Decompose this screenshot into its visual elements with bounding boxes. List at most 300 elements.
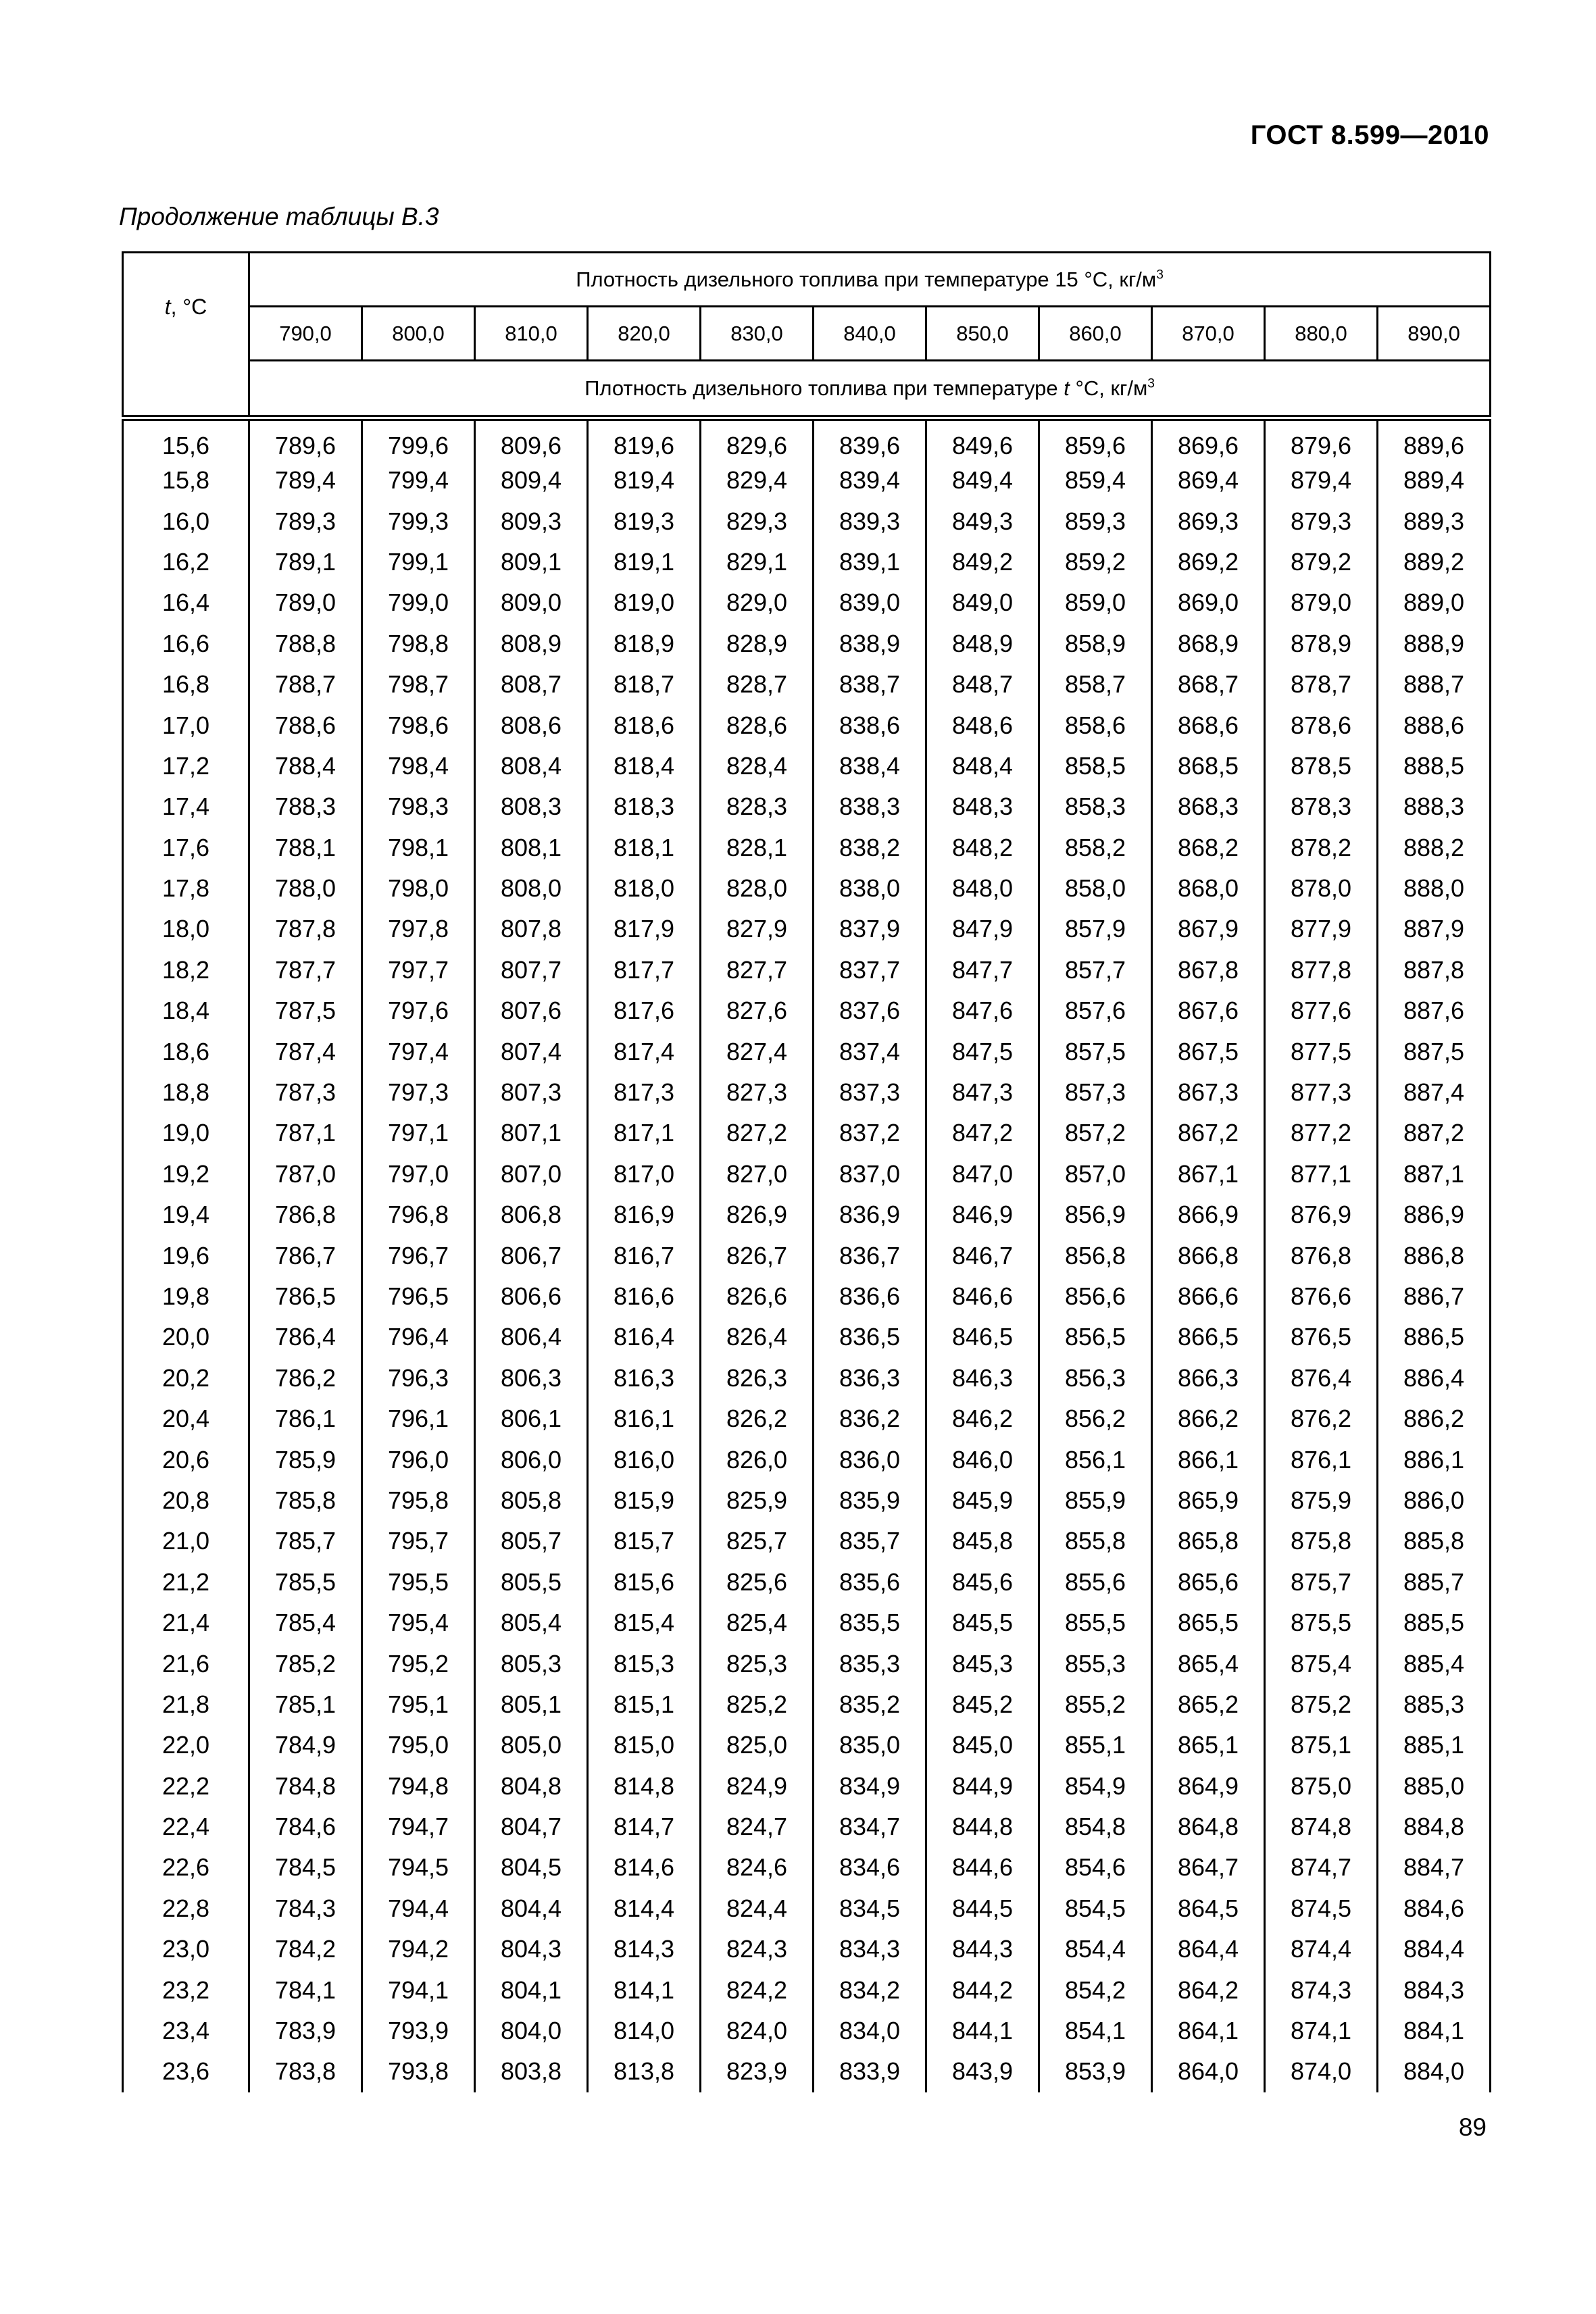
density-cell: 814,0 <box>588 2011 701 2051</box>
density-cell: 816,6 <box>588 1276 701 1317</box>
density-cell: 798,0 <box>362 868 475 909</box>
density-cell: 878,9 <box>1265 624 1378 664</box>
density-cell: 864,1 <box>1152 2011 1265 2051</box>
density-cell: 825,7 <box>701 1521 814 1561</box>
density-cell: 849,6 <box>926 418 1039 461</box>
density-cell: 857,9 <box>1039 909 1152 949</box>
density-cell: 886,7 <box>1378 1276 1491 1317</box>
density-cell: 887,1 <box>1378 1154 1491 1194</box>
density-cell: 887,9 <box>1378 909 1491 949</box>
density-cell: 887,6 <box>1378 990 1491 1031</box>
temperature-column-header-pad <box>123 361 249 418</box>
density-cell: 818,1 <box>588 828 701 868</box>
density-cell: 784,1 <box>249 1969 362 2010</box>
density-cell: 805,5 <box>475 1562 588 1603</box>
density-cell: 853,9 <box>1039 2051 1152 2092</box>
density-cell: 839,3 <box>814 501 926 541</box>
density-cell: 886,0 <box>1378 1480 1491 1521</box>
density-cell: 824,3 <box>701 1929 814 1969</box>
density-cell: 869,2 <box>1152 542 1265 582</box>
density-cell: 886,5 <box>1378 1317 1491 1357</box>
table-row <box>123 1969 1491 2010</box>
temperature-cell: 18,4 <box>123 990 249 1031</box>
density-cell: 859,2 <box>1039 542 1152 582</box>
density-cell: 855,9 <box>1039 1480 1152 1521</box>
density-cell: 817,6 <box>588 990 701 1031</box>
density-cell: 858,7 <box>1039 664 1152 705</box>
density-cell: 838,7 <box>814 664 926 705</box>
density-cell: 867,5 <box>1152 1031 1265 1072</box>
table-row <box>123 1031 1491 1072</box>
density-cell: 794,8 <box>362 1766 475 1807</box>
density-cell: 857,7 <box>1039 950 1152 990</box>
density-cell: 859,4 <box>1039 460 1152 501</box>
density-cell: 848,2 <box>926 828 1039 868</box>
table-row <box>123 909 1491 949</box>
density-cell: 854,1 <box>1039 2011 1152 2051</box>
density-cell: 786,8 <box>249 1194 362 1235</box>
density-cell: 885,8 <box>1378 1521 1491 1561</box>
density-cell: 786,1 <box>249 1399 362 1439</box>
density-cell: 848,6 <box>926 705 1039 745</box>
density-cell: 807,6 <box>475 990 588 1031</box>
density-cell: 846,5 <box>926 1317 1039 1357</box>
density-cell: 838,6 <box>814 705 926 745</box>
density-cell: 849,2 <box>926 542 1039 582</box>
density-cell: 838,2 <box>814 828 926 868</box>
temperature-cell: 16,4 <box>123 582 249 623</box>
density-cell: 804,1 <box>475 1969 588 2010</box>
density-cell: 888,3 <box>1378 786 1491 827</box>
density-cell: 866,8 <box>1152 1235 1265 1276</box>
temperature-cell: 23,0 <box>123 1929 249 1969</box>
density-cell: 789,6 <box>249 418 362 461</box>
density-cell: 889,0 <box>1378 582 1491 623</box>
density-cell: 805,1 <box>475 1684 588 1725</box>
density-cell: 825,6 <box>701 1562 814 1603</box>
density-cell: 845,8 <box>926 1521 1039 1561</box>
temperature-cell: 15,6 <box>123 418 249 461</box>
density-cell: 809,1 <box>475 542 588 582</box>
density-cell: 858,0 <box>1039 868 1152 909</box>
density-cell: 849,4 <box>926 460 1039 501</box>
density-cell: 885,7 <box>1378 1562 1491 1603</box>
density-cell: 886,8 <box>1378 1235 1491 1276</box>
density-cell: 815,0 <box>588 1725 701 1765</box>
density-cell: 878,7 <box>1265 664 1378 705</box>
density-cell: 879,4 <box>1265 460 1378 501</box>
density-cell: 856,1 <box>1039 1439 1152 1480</box>
density-cell: 804,4 <box>475 1888 588 1929</box>
temperature-cell: 19,4 <box>123 1194 249 1235</box>
density-column-header: 840,0 <box>814 307 926 361</box>
density-cell: 829,6 <box>701 418 814 461</box>
density-cell: 838,9 <box>814 624 926 664</box>
density-cell: 886,9 <box>1378 1194 1491 1235</box>
density-cell: 856,5 <box>1039 1317 1152 1357</box>
density-cell: 856,2 <box>1039 1399 1152 1439</box>
density-cell: 858,6 <box>1039 705 1152 745</box>
density-column-header: 880,0 <box>1265 307 1378 361</box>
density-cell: 849,3 <box>926 501 1039 541</box>
density-cell: 807,7 <box>475 950 588 990</box>
density-cell: 834,3 <box>814 1929 926 1969</box>
density-cell: 866,1 <box>1152 1439 1265 1480</box>
density-cell: 866,9 <box>1152 1194 1265 1235</box>
density-cell: 808,1 <box>475 828 588 868</box>
table-row <box>123 2011 1491 2051</box>
density-cell: 868,7 <box>1152 664 1265 705</box>
density-cell: 826,2 <box>701 1399 814 1439</box>
density-cell: 885,1 <box>1378 1725 1491 1765</box>
density-cell: 795,7 <box>362 1521 475 1561</box>
density-cell: 797,6 <box>362 990 475 1031</box>
table-row <box>123 1235 1491 1276</box>
density-cell: 817,7 <box>588 950 701 990</box>
density-cell: 786,7 <box>249 1235 362 1276</box>
density-cell: 788,7 <box>249 664 362 705</box>
table-body <box>123 418 1491 2092</box>
table-row <box>123 542 1491 582</box>
density-cell: 874,5 <box>1265 1888 1378 1929</box>
density-cell: 875,8 <box>1265 1521 1378 1561</box>
temperature-cell: 20,6 <box>123 1439 249 1480</box>
density-cell: 815,6 <box>588 1562 701 1603</box>
density-column-header: 890,0 <box>1378 307 1491 361</box>
density-cell: 787,3 <box>249 1072 362 1113</box>
density-cell: 858,5 <box>1039 746 1152 786</box>
density-cell: 875,0 <box>1265 1766 1378 1807</box>
density-cell: 785,1 <box>249 1684 362 1725</box>
density-cell: 797,4 <box>362 1031 475 1072</box>
density-cell: 835,5 <box>814 1603 926 1643</box>
table-row <box>123 1888 1491 1929</box>
density-cell: 877,1 <box>1265 1154 1378 1194</box>
density-cell: 876,5 <box>1265 1317 1378 1357</box>
density-cell: 868,6 <box>1152 705 1265 745</box>
density-cell: 785,4 <box>249 1603 362 1643</box>
density-column-header: 800,0 <box>362 307 475 361</box>
density-cell: 784,3 <box>249 1888 362 1929</box>
density-cell: 786,5 <box>249 1276 362 1317</box>
temperature-cell: 22,0 <box>123 1725 249 1765</box>
density-cell: 798,6 <box>362 705 475 745</box>
temperature-cell: 21,0 <box>123 1521 249 1561</box>
temperature-cell: 16,0 <box>123 501 249 541</box>
density-cell: 835,9 <box>814 1480 926 1521</box>
density-cell: 854,8 <box>1039 1807 1152 1847</box>
density-cell: 804,8 <box>475 1766 588 1807</box>
density-cell: 846,6 <box>926 1276 1039 1317</box>
density-cell: 868,5 <box>1152 746 1265 786</box>
density-cell: 798,3 <box>362 786 475 827</box>
table-row <box>123 828 1491 868</box>
density-cell: 886,2 <box>1378 1399 1491 1439</box>
temperature-cell: 20,2 <box>123 1358 249 1399</box>
density-cell: 879,0 <box>1265 582 1378 623</box>
density-cell: 796,7 <box>362 1235 475 1276</box>
density-cell: 829,1 <box>701 542 814 582</box>
density-cell: 796,3 <box>362 1358 475 1399</box>
temperature-cell: 23,4 <box>123 2011 249 2051</box>
density-cell: 834,2 <box>814 1969 926 2010</box>
density-cell: 825,3 <box>701 1643 814 1684</box>
density-cell: 884,0 <box>1378 2051 1491 2092</box>
density-cell: 856,6 <box>1039 1276 1152 1317</box>
density-cell: 864,5 <box>1152 1888 1265 1929</box>
density-cell: 814,4 <box>588 1888 701 1929</box>
density-cell: 839,0 <box>814 582 926 623</box>
density-cell: 845,9 <box>926 1480 1039 1521</box>
density-cell: 788,8 <box>249 624 362 664</box>
density-cell: 788,1 <box>249 828 362 868</box>
density-cell: 867,2 <box>1152 1113 1265 1153</box>
table-row <box>123 1766 1491 1807</box>
density-cell: 836,7 <box>814 1235 926 1276</box>
density-cell: 796,0 <box>362 1439 475 1480</box>
density-cell: 828,7 <box>701 664 814 705</box>
density-cell: 788,4 <box>249 746 362 786</box>
density-cell: 855,2 <box>1039 1684 1152 1725</box>
density-cell: 807,8 <box>475 909 588 949</box>
density-cell: 876,9 <box>1265 1194 1378 1235</box>
density-cell: 813,8 <box>588 2051 701 2092</box>
density-cell: 818,9 <box>588 624 701 664</box>
density-cell: 857,3 <box>1039 1072 1152 1113</box>
density-cell: 855,3 <box>1039 1643 1152 1684</box>
density-cell: 834,5 <box>814 1888 926 1929</box>
density-cell: 858,2 <box>1039 828 1152 868</box>
density-cell: 816,3 <box>588 1358 701 1399</box>
temperature-cell: 16,6 <box>123 624 249 664</box>
table-row <box>123 624 1491 664</box>
density-cell: 885,4 <box>1378 1643 1491 1684</box>
density-cell: 859,0 <box>1039 582 1152 623</box>
density-cell: 834,6 <box>814 1847 926 1888</box>
density-cell: 865,8 <box>1152 1521 1265 1561</box>
density-cell: 854,4 <box>1039 1929 1152 1969</box>
density-cell: 888,5 <box>1378 746 1491 786</box>
density-cell: 839,6 <box>814 418 926 461</box>
table-row <box>123 990 1491 1031</box>
density-column-header: 820,0 <box>588 307 701 361</box>
density-cell: 844,3 <box>926 1929 1039 1969</box>
density-cell: 855,1 <box>1039 1725 1152 1765</box>
density-cell: 814,7 <box>588 1807 701 1847</box>
density-cell: 879,3 <box>1265 501 1378 541</box>
density-cell: 829,0 <box>701 582 814 623</box>
density-cell: 824,7 <box>701 1807 814 1847</box>
table-row <box>123 418 1491 461</box>
density-cell: 836,5 <box>814 1317 926 1357</box>
density-cell: 877,9 <box>1265 909 1378 949</box>
density-cell: 829,4 <box>701 460 814 501</box>
density-cell: 799,3 <box>362 501 475 541</box>
density-cell: 806,3 <box>475 1358 588 1399</box>
temperature-cell: 21,4 <box>123 1603 249 1643</box>
density-cell: 795,8 <box>362 1480 475 1521</box>
density-cell: 817,1 <box>588 1113 701 1153</box>
temperature-cell: 18,0 <box>123 909 249 949</box>
density-cell: 857,5 <box>1039 1031 1152 1072</box>
density-cell: 787,8 <box>249 909 362 949</box>
density-15c-group-header: Плотность дизельного топлива при температуре 15 °С, $кг/м^3$ <box>249 253 1491 307</box>
temperature-cell: 18,8 <box>123 1072 249 1113</box>
density-cell: 865,6 <box>1152 1562 1265 1603</box>
density-cell: 786,2 <box>249 1358 362 1399</box>
density-cell: 874,7 <box>1265 1847 1378 1888</box>
density-cell: 827,0 <box>701 1154 814 1194</box>
density-cell: 887,8 <box>1378 950 1491 990</box>
density-cell: 818,7 <box>588 664 701 705</box>
density-cell: 884,1 <box>1378 2011 1491 2051</box>
density-cell: 814,1 <box>588 1969 701 2010</box>
density-cell: 824,9 <box>701 1766 814 1807</box>
density-cell: 796,1 <box>362 1399 475 1439</box>
density-cell: 837,2 <box>814 1113 926 1153</box>
density-cell: 816,0 <box>588 1439 701 1480</box>
table-row <box>123 746 1491 786</box>
density-cell: 845,3 <box>926 1643 1039 1684</box>
density-cell: 889,3 <box>1378 501 1491 541</box>
density-cell: 865,2 <box>1152 1684 1265 1725</box>
temperature-cell: 22,8 <box>123 1888 249 1929</box>
density-cell: 818,4 <box>588 746 701 786</box>
table-row <box>123 1562 1491 1603</box>
density-cell: 815,9 <box>588 1480 701 1521</box>
density-cell: 867,1 <box>1152 1154 1265 1194</box>
density-cell: 856,9 <box>1039 1194 1152 1235</box>
density-cell: 809,4 <box>475 460 588 501</box>
density-cell: 794,2 <box>362 1929 475 1969</box>
density-cell: 888,7 <box>1378 664 1491 705</box>
density-cell: 887,2 <box>1378 1113 1491 1153</box>
table-row <box>123 460 1491 501</box>
density-cell: 887,4 <box>1378 1072 1491 1113</box>
table-row <box>123 1480 1491 1521</box>
density-cell: 889,2 <box>1378 542 1491 582</box>
density-cell: 787,0 <box>249 1154 362 1194</box>
density-table <box>122 251 1491 2092</box>
density-cell: 838,0 <box>814 868 926 909</box>
density-cell: 796,5 <box>362 1276 475 1317</box>
density-cell: 865,5 <box>1152 1603 1265 1643</box>
density-cell: 808,0 <box>475 868 588 909</box>
density-cell: 864,2 <box>1152 1969 1265 2010</box>
temperature-cell: 17,4 <box>123 786 249 827</box>
density-cell: 815,1 <box>588 1684 701 1725</box>
density-cell: 803,8 <box>475 2051 588 2092</box>
density-cell: 816,7 <box>588 1235 701 1276</box>
density-cell: 835,7 <box>814 1521 926 1561</box>
density-cell: 797,1 <box>362 1113 475 1153</box>
density-cell: 886,4 <box>1378 1358 1491 1399</box>
density-cell: 805,7 <box>475 1521 588 1561</box>
table-row <box>123 501 1491 541</box>
density-cell: 828,3 <box>701 786 814 827</box>
density-cell: 878,3 <box>1265 786 1378 827</box>
density-cell: 846,0 <box>926 1439 1039 1480</box>
density-column-header: 810,0 <box>475 307 588 361</box>
density-cell: 869,6 <box>1152 418 1265 461</box>
density-cell: 817,0 <box>588 1154 701 1194</box>
density-cell: 817,3 <box>588 1072 701 1113</box>
density-cell: 818,3 <box>588 786 701 827</box>
density-cell: 797,0 <box>362 1154 475 1194</box>
temperature-cell: 17,0 <box>123 705 249 745</box>
density-cell: 844,1 <box>926 2011 1039 2051</box>
density-cell: 805,0 <box>475 1725 588 1765</box>
density-cell: 827,7 <box>701 950 814 990</box>
temperature-cell: 20,8 <box>123 1480 249 1521</box>
density-cell: 844,5 <box>926 1888 1039 1929</box>
density-cell: 877,5 <box>1265 1031 1378 1072</box>
density-cell: 815,3 <box>588 1643 701 1684</box>
density-cell: 836,2 <box>814 1399 926 1439</box>
density-cell: 787,5 <box>249 990 362 1031</box>
density-cell: 876,4 <box>1265 1358 1378 1399</box>
density-cell: 864,0 <box>1152 2051 1265 2092</box>
table-row <box>123 1399 1491 1439</box>
density-cell: 886,1 <box>1378 1439 1491 1480</box>
density-cell: 884,7 <box>1378 1847 1491 1888</box>
temperature-cell: 18,6 <box>123 1031 249 1072</box>
density-cell: 795,2 <box>362 1643 475 1684</box>
density-cell: 825,9 <box>701 1480 814 1521</box>
density-cell: 846,7 <box>926 1235 1039 1276</box>
density-cell: 785,5 <box>249 1562 362 1603</box>
density-cell: 816,1 <box>588 1399 701 1439</box>
density-cell: 835,0 <box>814 1725 926 1765</box>
temperature-cell: 18,2 <box>123 950 249 990</box>
density-cell: 868,0 <box>1152 868 1265 909</box>
density-cell: 795,1 <box>362 1684 475 1725</box>
temperature-cell: 21,6 <box>123 1643 249 1684</box>
temperature-cell: 20,0 <box>123 1317 249 1357</box>
density-cell: 878,5 <box>1265 746 1378 786</box>
density-cell: 824,2 <box>701 1969 814 2010</box>
table-row <box>123 1725 1491 1765</box>
density-column-header: 790,0 <box>249 307 362 361</box>
density-cell: 794,5 <box>362 1847 475 1888</box>
density-cell: 788,3 <box>249 786 362 827</box>
density-cell: 876,8 <box>1265 1235 1378 1276</box>
temperature-cell: 22,6 <box>123 1847 249 1888</box>
density-cell: 846,3 <box>926 1358 1039 1399</box>
table-row <box>123 705 1491 745</box>
density-column-header: 860,0 <box>1039 307 1152 361</box>
density-cell: 828,0 <box>701 868 814 909</box>
density-cell: 866,5 <box>1152 1317 1265 1357</box>
density-cell: 845,5 <box>926 1603 1039 1643</box>
density-cell: 808,6 <box>475 705 588 745</box>
density-cell: 824,0 <box>701 2011 814 2051</box>
density-cell: 795,4 <box>362 1603 475 1643</box>
density-cell: 826,0 <box>701 1439 814 1480</box>
density-cell: 793,9 <box>362 2011 475 2051</box>
temperature-cell: 21,2 <box>123 1562 249 1603</box>
density-cell: 837,9 <box>814 909 926 949</box>
table-row <box>123 1439 1491 1480</box>
table-row <box>123 1807 1491 1847</box>
density-cell: 848,3 <box>926 786 1039 827</box>
density-t-group-header: Плотность дизельного топлива при температуре t °С, $кг/м^3$ <box>249 361 1491 418</box>
density-cell: 865,9 <box>1152 1480 1265 1521</box>
table-row <box>123 1113 1491 1153</box>
table-row <box>123 1317 1491 1357</box>
density-cell: 819,3 <box>588 501 701 541</box>
temperature-cell: 19,6 <box>123 1235 249 1276</box>
